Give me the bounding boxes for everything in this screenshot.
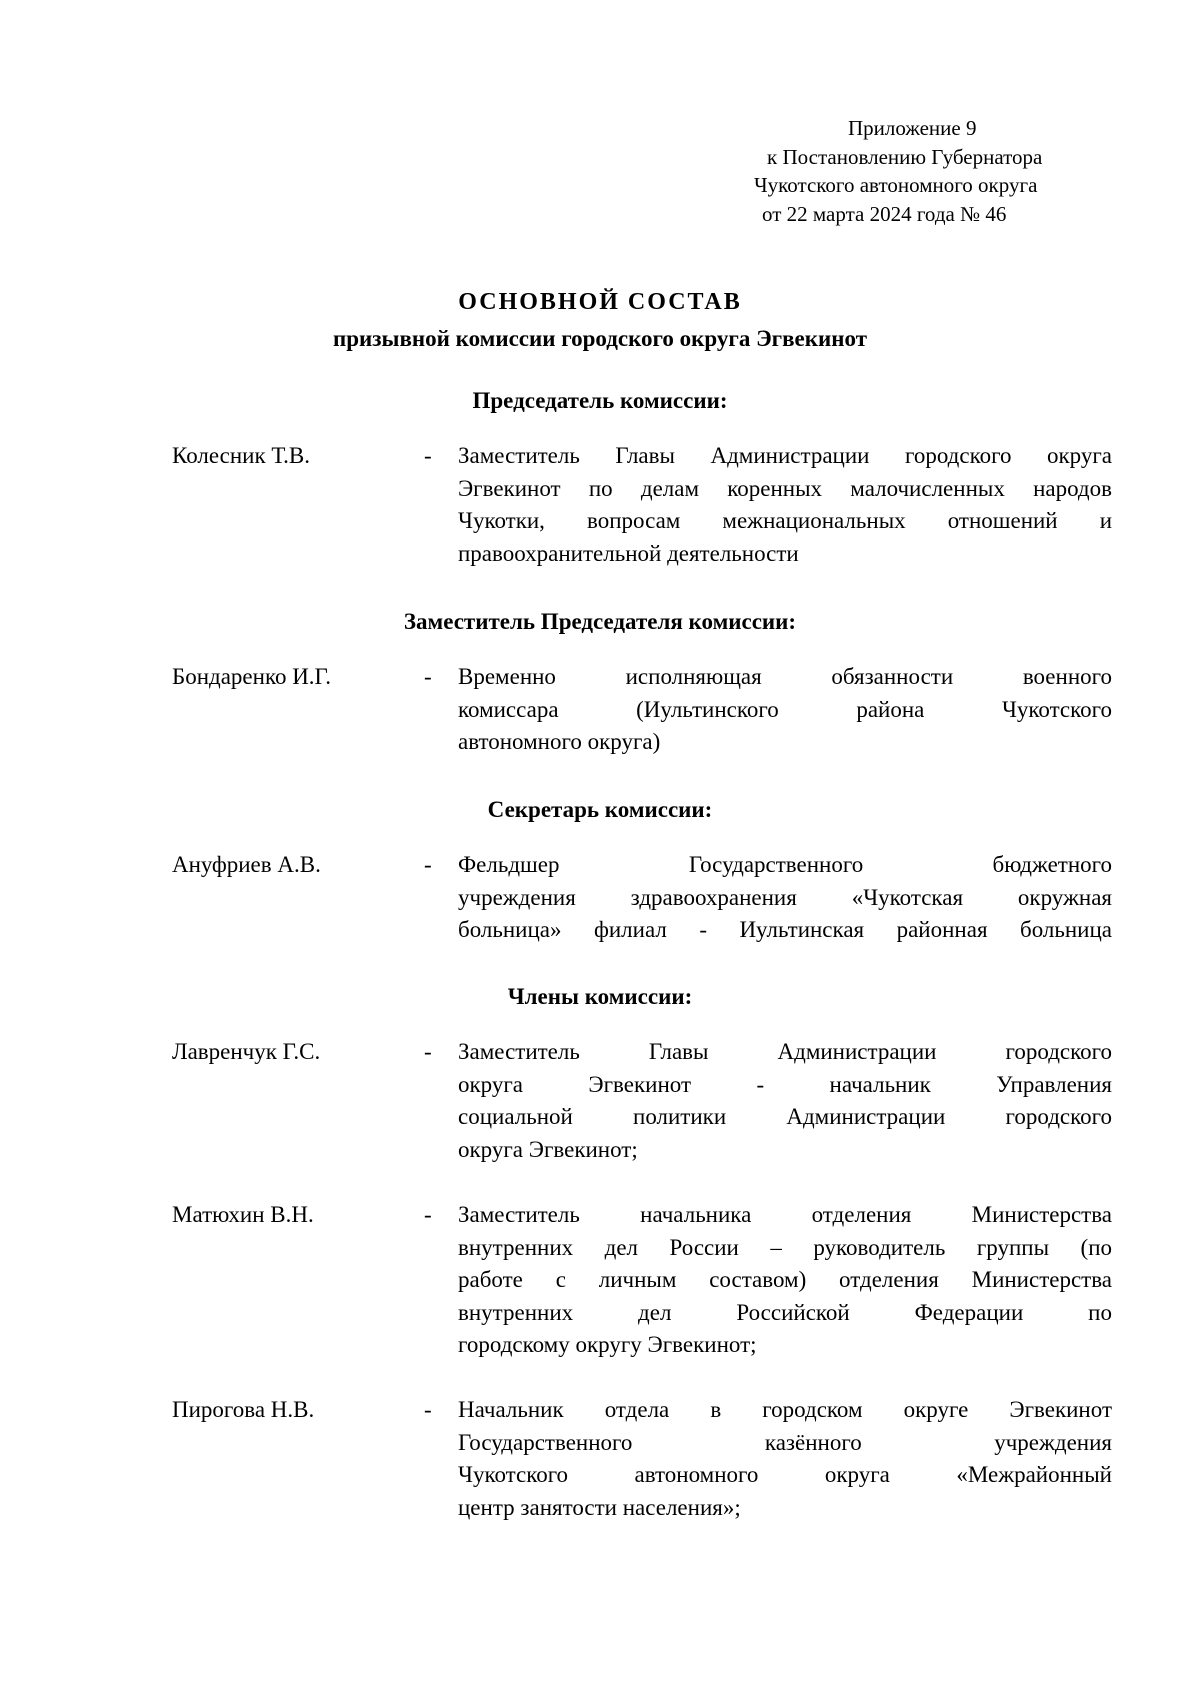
position-line: работе с личным составом) отделения Министерства xyxy=(458,1267,1112,1292)
position-line: внутренних дел России – руководитель группы (по xyxy=(458,1234,1112,1260)
separator-dash: - xyxy=(424,443,432,468)
position-line: Чукотки, вопросам межнациональных отношений и xyxy=(458,508,1112,533)
section-secretary: Секретарь комиссии: xyxy=(487,797,713,822)
appendix-number: Приложение 9 xyxy=(848,116,977,140)
position-line: округа Эгвекинот - начальник Управления xyxy=(458,1071,1112,1097)
member-position xyxy=(458,1036,1112,1166)
separator-dash: - xyxy=(424,1397,432,1422)
member-position xyxy=(458,1199,1112,1362)
position-line: внутренних дел Российской Федерации по xyxy=(458,1299,1112,1325)
position-line: округа Эгвекинот; xyxy=(458,1136,638,1162)
appendix-header xyxy=(740,114,1120,228)
position-line: центр занятости населения»; xyxy=(458,1494,741,1520)
member-name: Пирогова Н.В. xyxy=(172,1397,315,1422)
position-line: Заместитель начальника отделения Министерства xyxy=(458,1202,1112,1227)
appendix-region: Чукотского автономного округа xyxy=(754,173,1038,197)
position-line: Заместитель Главы Администрации городского округа xyxy=(458,443,1112,468)
document-title: ОСНОВНОЙ СОСТАВ xyxy=(458,289,742,315)
appendix-date: от 22 марта 2024 года № 46 xyxy=(762,201,1007,226)
member-position xyxy=(458,1394,1112,1524)
document-subtitle: призывной комиссии городского округа Эгвекинот xyxy=(332,326,868,351)
member-position xyxy=(458,440,1112,570)
member-position xyxy=(458,661,1112,759)
position-line: Заместитель Главы Администрации городского xyxy=(458,1039,1112,1064)
position-line: социальной политики Администрации городского xyxy=(458,1104,1112,1129)
member-name: Колесник Т.В. xyxy=(172,443,310,468)
position-line: Фельдшер Государственного бюджетного xyxy=(458,852,1112,877)
section-deputy: Заместитель Председателя комиссии: xyxy=(403,609,797,634)
section-chairman: Председатель комиссии: xyxy=(472,388,728,413)
position-line: Чукотского автономного округа «Межрайонный xyxy=(458,1462,1112,1487)
position-line: правоохранительной деятельности xyxy=(458,540,799,566)
position-line: городскому округу Эгвекинот; xyxy=(458,1332,757,1357)
position-line: Эгвекинот по делам коренных малочисленных народов xyxy=(458,475,1112,501)
member-name: Ануфриев А.В. xyxy=(172,852,321,877)
position-line: Начальник отдела в городском округе Эгвекинот xyxy=(458,1397,1112,1422)
appendix-reference: к Постановлению Губернатора xyxy=(767,144,1043,169)
position-line: учреждения здравоохранения «Чукотская окружная xyxy=(458,884,1112,910)
member-name: Лавренчук Г.С. xyxy=(172,1039,321,1064)
position-line: Временно исполняющая обязанности военного xyxy=(458,664,1112,689)
member-name: Матюхин В.Н. xyxy=(172,1202,314,1227)
position-line: автономного округа) xyxy=(458,729,661,754)
position-line: Государственного казённого учреждения xyxy=(458,1429,1112,1455)
position-line: больница» филиал - Иультинская районная больница xyxy=(458,917,1112,942)
section-members: Члены комиссии: xyxy=(507,984,693,1009)
separator-dash: - xyxy=(424,852,432,877)
separator-dash: - xyxy=(424,1202,432,1227)
member-position xyxy=(458,849,1112,947)
position-line: комиссара (Иультинского района Чукотского xyxy=(458,696,1112,722)
separator-dash: - xyxy=(424,1039,432,1064)
separator-dash: - xyxy=(424,664,432,689)
member-name: Бондаренко И.Г. xyxy=(172,664,332,689)
